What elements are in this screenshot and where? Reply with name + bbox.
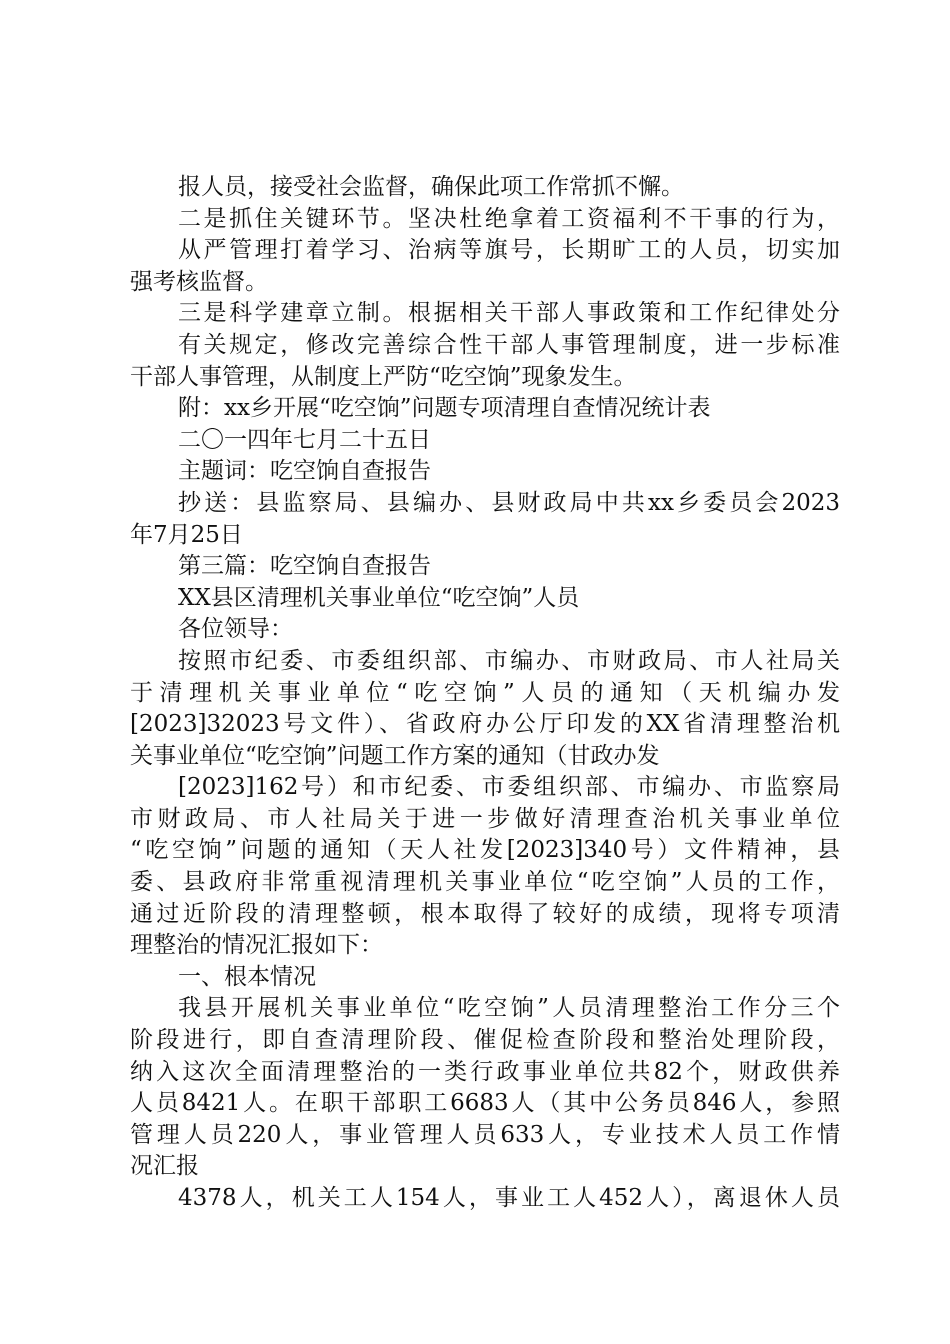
- text-line: 年7月25日: [130, 521, 243, 548]
- text-line: [2023]32023号文件）、省政府办公厅印发的XX省清理整治机: [130, 711, 840, 738]
- text-line: 抄送：县监察局、县编办、县财政局中共xx乡委员会2023: [178, 489, 840, 516]
- text-line: 4378人，机关工人154人，事业工人452人），离退休人员: [178, 1185, 840, 1211]
- text-line: 从严管理打着学习、治病等旗号，长期旷工的人员，切实加: [178, 237, 840, 264]
- text-line: 主题词：吃空饷自查报告: [178, 458, 431, 485]
- text-line: 阶段进行，即自查清理阶段、催促检查阶段和整治处理阶段，: [130, 1027, 840, 1054]
- text-line: 有关规定，修改完善综合性干部人事管理制度，进一步标准: [178, 331, 840, 358]
- text-line: 市财政局、市人社局关于进一步做好清理查治机关事业单位: [130, 805, 840, 832]
- text-line: 干部人事管理，从制度上严防“吃空饷”现象发生。: [130, 363, 637, 390]
- text-line: 第三篇：吃空饷自查报告: [178, 553, 431, 580]
- text-line: 附：xx乡开展“吃空饷”问题专项清理自查情况统计表: [178, 395, 711, 422]
- text-line: 管理人员220人，事业管理人员633人，专业技术人员工作情: [130, 1121, 840, 1148]
- text-line: 通过近阶段的清理整顿，根本取得了较好的成绩，现将专项清: [130, 900, 840, 927]
- text-line: 各位领导：: [178, 616, 293, 643]
- text-line: 报人员，接受社会监督，确保此项工作常抓不懈。: [178, 174, 684, 200]
- text-line: 二是抓住关键环节。坚决杜绝拿着工资福利不干事的行为，: [178, 205, 840, 232]
- text-line: 委、县政府非常重视清理机关事业单位“吃空饷”人员的工作，: [130, 869, 840, 896]
- text-line: XX县区清理机关事业单位“吃空饷”人员: [178, 584, 580, 611]
- text-line: 二〇一四年七月二十五日: [178, 426, 431, 453]
- text-line: 关事业单位“吃空饷”问题工作方案的通知（甘政办发: [130, 742, 660, 769]
- document-body: [130, 172, 840, 1215]
- text-line: 三是科学建章立制。根据相关干部人事政策和工作纪律处分: [178, 300, 840, 327]
- text-line: [2023]162号）和市纪委、市委组织部、市编办、市监察局: [178, 774, 840, 801]
- text-line: 理整治的情况汇报如下：: [130, 932, 383, 959]
- text-line: 按照市纪委、市委组织部、市编办、市财政局、市人社局关: [178, 647, 840, 674]
- text-line: 况汇报: [130, 1153, 199, 1180]
- text-line: 人员8421人。在职干部职工6683人（其中公务员846人，参照: [130, 1090, 840, 1117]
- text-line: “吃空饷”问题的通知（天人社发[2023]340号）文件精神，县: [130, 837, 840, 864]
- text-line: 我县开展机关事业单位“吃空饷”人员清理整治工作分三个: [178, 995, 840, 1022]
- text-line: 强考核监督。: [130, 268, 268, 295]
- text-line: 纳入这次全面清理整治的一类行政事业单位共82个，财政供养: [130, 1058, 840, 1085]
- text-line: 一、根本情况: [178, 963, 316, 990]
- text-line: 于清理机关事业单位“吃空饷”人员的通知（天机编办发: [130, 679, 840, 706]
